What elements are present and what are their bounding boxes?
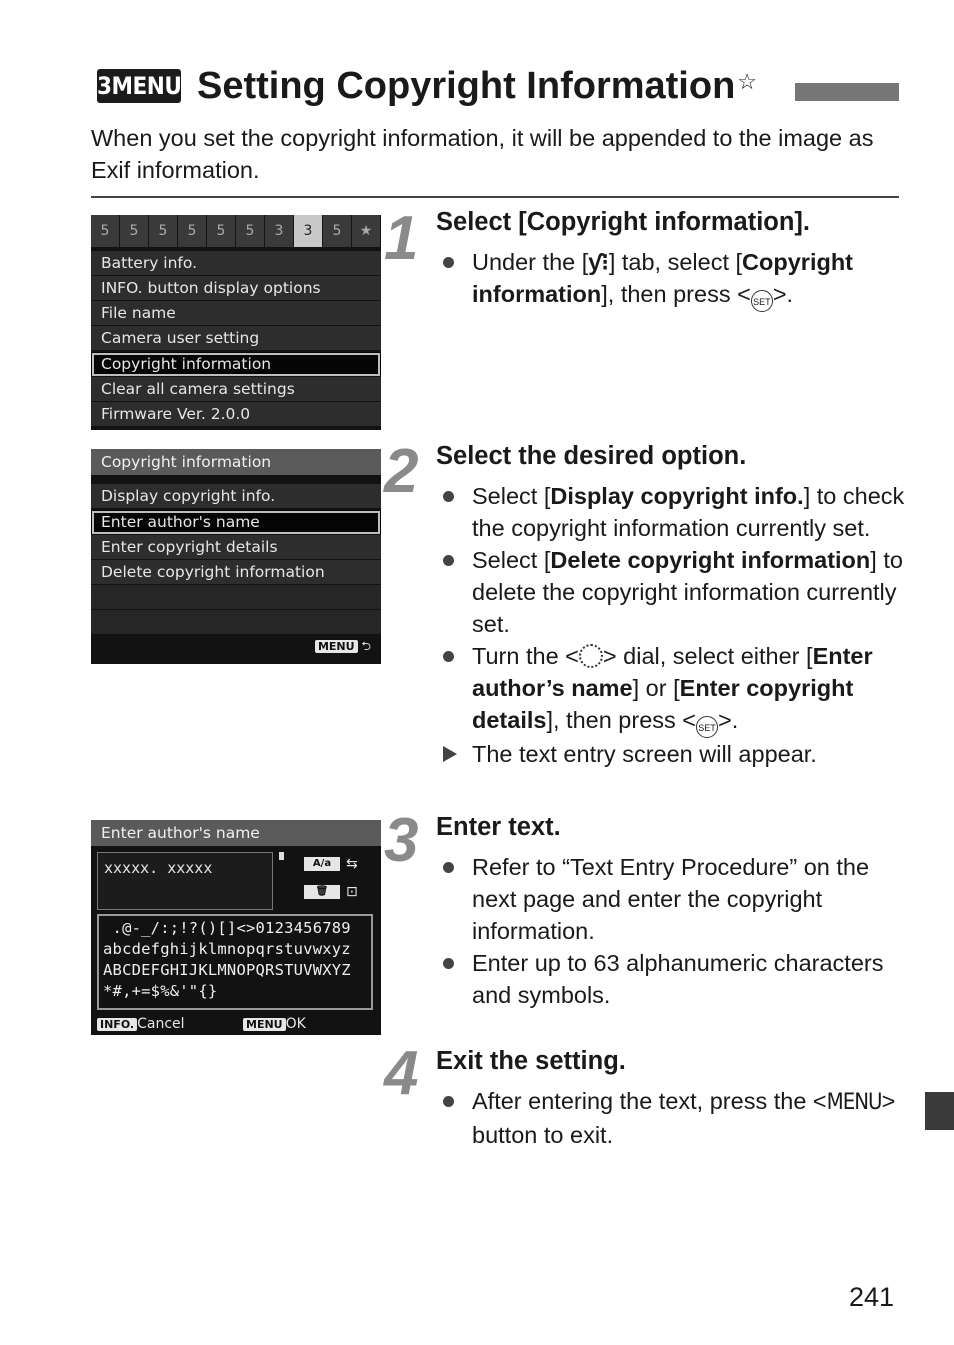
bold-text: Copyright information [472,249,854,307]
camera-screen-setup-menu [91,215,381,430]
text: > button to exit. [472,1088,896,1148]
step-bullets [436,1085,906,1151]
bullet-dot-icon [443,862,454,873]
scroll-indicator [279,852,284,860]
star-icon: ☆ [737,69,758,94]
page-title-text: Setting Copyright Information [197,65,736,107]
menu-tabs [91,215,381,247]
bold-text: Display copyright info. [550,483,804,509]
setup-tab-icon: ƴ⁝ [588,249,609,275]
text: >. [718,707,739,733]
bullet-dot-icon [443,555,454,566]
delete-key [304,884,374,900]
camera-screen-text-entry [91,820,381,1035]
step-number: 2 [384,437,419,506]
bullet-item [436,947,906,1011]
menu-tab-active: 3 [294,215,323,247]
char-row: *#,+=$%&'"{} [103,982,218,1000]
section-thumb-tab [925,1092,954,1130]
step-number: 1 [384,204,419,273]
mode-key [304,856,374,872]
text-entry-field: xxxxx. xxxxx [97,852,273,910]
text: Refer to “Text Entry Procedure” on the next page and enter the copyright information. [472,854,870,944]
delete-char-icon: ⊡ [346,884,358,900]
text: The text entry screen will appear. [472,741,817,767]
switch-icon: ⇆ [346,856,358,872]
result-arrow-icon [443,746,457,762]
screen-footer [97,1015,377,1033]
page-number: 241 [849,1282,895,1312]
step-heading: Select the desired option. [436,442,747,470]
text: > dial, select either [ [602,643,813,669]
side-keys [304,856,374,912]
bullet-item [436,480,906,544]
step-number: 3 [384,806,419,875]
return-icon: ⮌ [361,639,371,653]
camera-screen-copyright-menu [91,449,381,664]
menu-tab: 5 [149,215,178,247]
text: >. [772,281,794,307]
step-bullets [436,851,906,1011]
menu-tab: 5 [207,215,236,247]
step-bullets [436,246,906,312]
text: ] or [ [632,675,680,701]
menu-tab: 5 [236,215,265,247]
bullet-item [436,640,906,738]
menu-key: MENU [315,640,358,653]
char-row: ABCDEFGHIJKLMNOPQRSTUVWXYZ [103,961,351,979]
menu-item-selected: Copyright information [91,352,381,377]
menu-item-empty [91,585,381,610]
mode-key-label: A/a [304,857,340,871]
text: After entering the text, press the < [472,1088,827,1114]
bullet-dot-icon [443,257,454,268]
info-key: INFO. [97,1018,137,1031]
quick-control-dial-icon [579,644,603,668]
text: Enter up to 63 alphanumeric characters and symbols. [472,950,884,1008]
menu-item: Firmware Ver. 2.0.0 [91,402,381,427]
menu-tab: 3 [265,215,294,247]
text: Select [ [472,483,551,509]
menu-item: Camera user setting [91,326,381,351]
char-row: abcdefghijklmnopqrstuvwxyz [103,940,351,958]
menu-item: Enter copyright details [91,535,381,560]
step-heading: Exit the setting. [436,1047,626,1075]
menu-tab: ★ [352,215,381,247]
step-heading: Select [Copyright information]. [436,208,811,236]
bullet-item [436,544,906,640]
step-bullets [436,480,906,770]
menu-tab: 5 [91,215,120,247]
character-palette [97,914,373,1010]
menu-item-selected: Enter author's name [91,510,381,535]
result-item [436,738,906,770]
bold-text: Enter copyright details [472,675,854,733]
intro-text: When you set the copyright information, it will be appended to the image as Exif information. [91,125,874,183]
menu-item: Clear all camera settings [91,377,381,402]
menu-item: INFO. button display options [91,276,381,301]
bullet-item [436,246,906,312]
set-button-icon: SET [696,716,718,738]
bullet-dot-icon [443,958,454,969]
text: ] to delete the copyright information currently set. [472,547,903,637]
menu-tab: 5 [323,215,352,247]
screen-header: Enter author's name [91,820,381,846]
text: ], then press < [601,281,751,307]
bullet-dot-icon [443,491,454,502]
menu-tab-badge: 3MENU [97,69,181,103]
trash-icon: 🗑 [304,885,340,899]
char-row: .@-_/:;!?()[]<>0123456789 [103,919,351,937]
cancel-label: Cancel [137,1016,185,1032]
text: Under the [ [472,249,589,275]
bold-text: Enter author’s name [472,643,873,701]
ok-label: OK [285,1016,306,1032]
set-button-icon: SET [751,290,773,312]
page-title [197,62,757,110]
bold-text: Delete copyright information [550,547,871,573]
bullet-dot-icon [443,651,454,662]
menu-key: MENU [243,1018,286,1031]
title-decoration-bar [795,83,899,101]
screen-header: Copyright information [91,449,381,475]
bullet-item [436,1085,906,1151]
menu-button-icon: MENU [826,1090,882,1115]
menu-item-empty [91,610,381,635]
divider [91,196,899,198]
menu-tab: 5 [120,215,149,247]
text: ] tab, select [ [608,249,743,275]
menu-tab: 5 [178,215,207,247]
text: ], then press < [546,707,697,733]
text: Turn the < [472,643,579,669]
menu-item: Delete copyright information [91,560,381,585]
menu-item: File name [91,301,381,326]
ok-hint [243,1015,306,1034]
bullet-dot-icon [443,1096,454,1107]
text: Select [ [472,547,551,573]
bullet-item [436,851,906,947]
step-heading: Enter text. [436,813,561,841]
menu-item: Display copyright info. [91,484,381,509]
menu-back-hint [315,637,371,658]
step-number: 4 [384,1039,419,1108]
menu-item: Battery info. [91,251,381,276]
text: ] to check the copyright information currently set. [472,483,905,541]
